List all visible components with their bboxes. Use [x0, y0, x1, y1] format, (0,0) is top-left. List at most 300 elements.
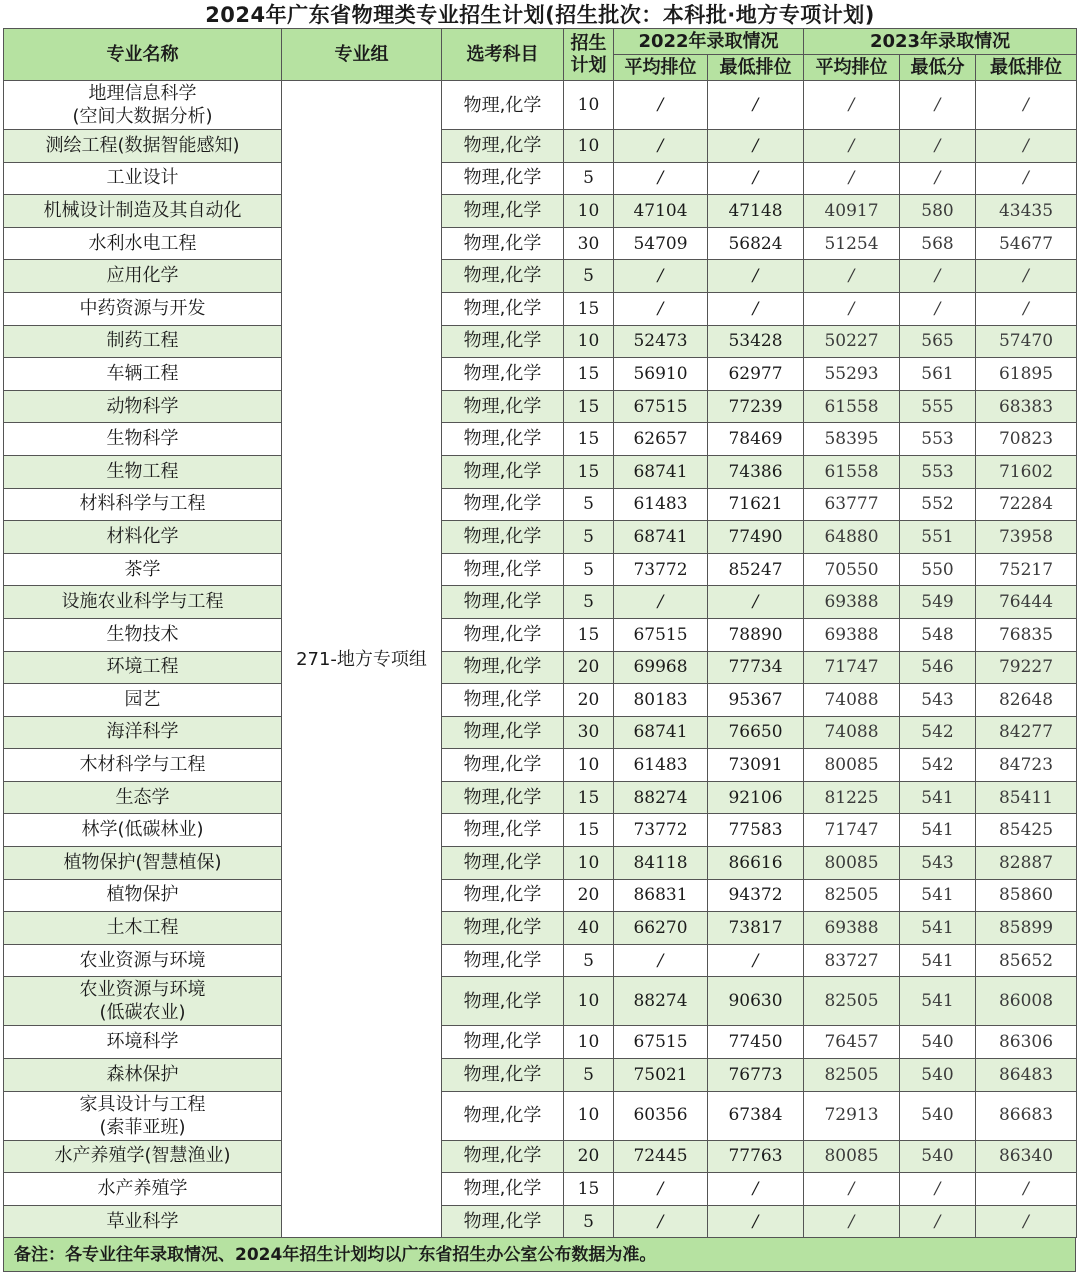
- min-score-2023-cell: 543: [900, 684, 976, 717]
- min-rank-2023-cell: 57470: [976, 325, 1077, 358]
- plan-cell: 20: [564, 879, 614, 912]
- table-row: [4, 358, 1077, 391]
- plan-cell: 10: [564, 81, 614, 130]
- major-name: 土木工程: [106, 917, 179, 939]
- avg-rank-2023-cell: 82505: [804, 879, 900, 912]
- avg-rank-2022-cell: 66270: [614, 912, 708, 945]
- avg-rank-2023-cell: 61558: [804, 455, 900, 488]
- major-name: 测绘工程(数据智能感知): [45, 134, 240, 156]
- major-name: 农业资源与环境: [79, 949, 206, 971]
- major-name: 生物技术: [106, 623, 179, 645]
- subjects-cell: 物理,化学: [442, 1140, 564, 1173]
- avg-rank-2022-cell: 67515: [614, 618, 708, 651]
- major-name-cell: [4, 1026, 282, 1059]
- major-name-cell: [4, 944, 282, 977]
- table-row: [4, 618, 1077, 651]
- major-name-cell: [4, 195, 282, 228]
- min-score-2023-cell: 580: [900, 195, 976, 228]
- page-title: 2024年广东省物理类专业招生计划(招生批次：本科批·地方专项计划): [205, 3, 875, 27]
- avg-rank-2022-cell: 60356: [614, 1091, 708, 1140]
- plan-cell: 5: [564, 944, 614, 977]
- major-name-cell: [4, 1205, 282, 1238]
- min-rank-2023-cell: /: [976, 260, 1077, 293]
- major-name: 茶学: [124, 558, 161, 580]
- subjects-cell: 物理,化学: [442, 227, 564, 260]
- subjects-cell: 物理,化学: [442, 781, 564, 814]
- table-row: [4, 1026, 1077, 1059]
- avg-rank-2023-cell: 69388: [804, 912, 900, 945]
- min-rank-2022-cell: 78890: [708, 618, 804, 651]
- min-rank-2022-cell: 94372: [708, 879, 804, 912]
- avg-rank-2022-cell: 73772: [614, 814, 708, 847]
- avg-rank-2023-cell: 63777: [804, 488, 900, 521]
- min-rank-2023-cell: /: [976, 130, 1077, 163]
- min-score-2023-cell: 555: [900, 390, 976, 423]
- major-name: 机械设计制造及其自动化: [43, 199, 242, 221]
- min-score-2023-cell: 541: [900, 781, 976, 814]
- avg-rank-2022-cell: 80183: [614, 684, 708, 717]
- table-row: [4, 847, 1077, 880]
- min-rank-2022-cell: 78469: [708, 423, 804, 456]
- major-name: 车辆工程: [106, 362, 179, 384]
- avg-rank-2023-cell: 72913: [804, 1091, 900, 1140]
- avg-rank-2023-cell: 51254: [804, 227, 900, 260]
- major-name-cell: [4, 977, 282, 1026]
- plan-cell: 10: [564, 130, 614, 163]
- min-rank-2022-cell: /: [708, 260, 804, 293]
- subjects-cell: 物理,化学: [442, 162, 564, 195]
- avg-rank-2022-cell: 69968: [614, 651, 708, 684]
- major-name-note: (索菲亚班): [99, 1116, 186, 1138]
- min-rank-2023-cell: 68383: [976, 390, 1077, 423]
- avg-rank-2022-cell: /: [614, 81, 708, 130]
- min-rank-2023-cell: 85425: [976, 814, 1077, 847]
- header-2023-min-score: 最低分: [900, 55, 976, 81]
- plan-cell: 15: [564, 455, 614, 488]
- major-name: 环境工程: [106, 656, 179, 678]
- avg-rank-2022-cell: 67515: [614, 390, 708, 423]
- major-name-cell: [4, 553, 282, 586]
- min-score-2023-cell: 553: [900, 455, 976, 488]
- avg-rank-2022-cell: 52473: [614, 325, 708, 358]
- avg-rank-2023-cell: 82505: [804, 1059, 900, 1092]
- major-name: 木材科学与工程: [79, 754, 206, 776]
- plan-cell: 5: [564, 521, 614, 554]
- subjects-cell: 物理,化学: [442, 1059, 564, 1092]
- major-name-cell: [4, 488, 282, 521]
- min-rank-2022-cell: 77490: [708, 521, 804, 554]
- major-name-cell: [4, 847, 282, 880]
- min-score-2023-cell: 568: [900, 227, 976, 260]
- min-rank-2023-cell: 85411: [976, 781, 1077, 814]
- table-row: [4, 586, 1077, 619]
- min-rank-2023-cell: /: [976, 1173, 1077, 1206]
- avg-rank-2022-cell: /: [614, 162, 708, 195]
- min-rank-2023-cell: /: [976, 162, 1077, 195]
- major-name: 材料科学与工程: [79, 493, 206, 515]
- major-name: 生态学: [115, 786, 170, 808]
- major-name: 植物保护: [106, 884, 179, 906]
- min-rank-2023-cell: 79227: [976, 651, 1077, 684]
- table-row: [4, 455, 1077, 488]
- major-name: 植物保护(智慧植保): [63, 851, 222, 873]
- min-rank-2023-cell: 76835: [976, 618, 1077, 651]
- major-name: 设施农业科学与工程: [61, 591, 224, 613]
- min-rank-2022-cell: 73817: [708, 912, 804, 945]
- min-score-2023-cell: 541: [900, 879, 976, 912]
- avg-rank-2022-cell: 61483: [614, 488, 708, 521]
- min-rank-2022-cell: 95367: [708, 684, 804, 717]
- subjects-cell: 物理,化学: [442, 977, 564, 1026]
- avg-rank-2022-cell: 72445: [614, 1140, 708, 1173]
- min-score-2023-cell: 548: [900, 618, 976, 651]
- min-score-2023-cell: /: [900, 81, 976, 130]
- min-rank-2023-cell: 86008: [976, 977, 1077, 1026]
- subjects-cell: 物理,化学: [442, 814, 564, 847]
- avg-rank-2023-cell: 71747: [804, 814, 900, 847]
- subjects-cell: 物理,化学: [442, 130, 564, 163]
- major-name: 水产养殖学(智慧渔业): [54, 1145, 231, 1167]
- min-rank-2023-cell: 82887: [976, 847, 1077, 880]
- min-rank-2022-cell: 90630: [708, 977, 804, 1026]
- min-score-2023-cell: 540: [900, 1026, 976, 1059]
- min-rank-2022-cell: 67384: [708, 1091, 804, 1140]
- plan-cell: 10: [564, 749, 614, 782]
- major-name: 环境科学: [106, 1031, 179, 1053]
- avg-rank-2023-cell: 71747: [804, 651, 900, 684]
- min-rank-2023-cell: 61895: [976, 358, 1077, 391]
- major-name-cell: [4, 1173, 282, 1206]
- table-row: [4, 944, 1077, 977]
- major-name: 森林保护: [106, 1063, 179, 1085]
- subjects-cell: 物理,化学: [442, 1091, 564, 1140]
- min-rank-2022-cell: 71621: [708, 488, 804, 521]
- plan-cell: 20: [564, 1140, 614, 1173]
- table-row: [4, 488, 1077, 521]
- major-name-cell: [4, 1091, 282, 1140]
- avg-rank-2023-cell: 55293: [804, 358, 900, 391]
- avg-rank-2022-cell: 84118: [614, 847, 708, 880]
- major-name: 材料化学: [106, 525, 179, 547]
- min-rank-2023-cell: 71602: [976, 455, 1077, 488]
- plan-cell: 10: [564, 1026, 614, 1059]
- plan-cell: 15: [564, 814, 614, 847]
- avg-rank-2022-cell: 75021: [614, 1059, 708, 1092]
- avg-rank-2023-cell: /: [804, 162, 900, 195]
- avg-rank-2023-cell: 80085: [804, 749, 900, 782]
- avg-rank-2023-cell: /: [804, 260, 900, 293]
- table-row: [4, 292, 1077, 325]
- min-rank-2023-cell: 85860: [976, 879, 1077, 912]
- plan-cell: 15: [564, 423, 614, 456]
- table-row: [4, 81, 1077, 130]
- avg-rank-2023-cell: 76457: [804, 1026, 900, 1059]
- avg-rank-2023-cell: 80085: [804, 847, 900, 880]
- major-name: 园艺: [124, 688, 161, 710]
- subjects-cell: 物理,化学: [442, 423, 564, 456]
- avg-rank-2022-cell: /: [614, 586, 708, 619]
- major-name: 动物科学: [106, 395, 179, 417]
- min-score-2023-cell: 541: [900, 912, 976, 945]
- subjects-cell: 物理,化学: [442, 651, 564, 684]
- min-score-2023-cell: /: [900, 1205, 976, 1238]
- avg-rank-2023-cell: 82505: [804, 977, 900, 1026]
- major-name: 草业科学: [106, 1210, 179, 1232]
- major-name-cell: [4, 325, 282, 358]
- table-row: [4, 781, 1077, 814]
- min-score-2023-cell: /: [900, 292, 976, 325]
- min-rank-2022-cell: 56824: [708, 227, 804, 260]
- major-name: 应用化学: [106, 265, 179, 287]
- min-rank-2022-cell: 47148: [708, 195, 804, 228]
- avg-rank-2022-cell: 68741: [614, 716, 708, 749]
- plan-cell: 20: [564, 684, 614, 717]
- min-rank-2023-cell: 43435: [976, 195, 1077, 228]
- plan-cell: 5: [564, 162, 614, 195]
- min-score-2023-cell: 565: [900, 325, 976, 358]
- plan-cell: 10: [564, 847, 614, 880]
- avg-rank-2022-cell: 73772: [614, 553, 708, 586]
- avg-rank-2023-cell: 70550: [804, 553, 900, 586]
- major-name-cell: [4, 390, 282, 423]
- min-rank-2023-cell: 86683: [976, 1091, 1077, 1140]
- major-name: 工业设计: [106, 167, 179, 189]
- min-rank-2023-cell: 86306: [976, 1026, 1077, 1059]
- subjects-cell: 物理,化学: [442, 260, 564, 293]
- min-rank-2022-cell: 86616: [708, 847, 804, 880]
- avg-rank-2023-cell: 50227: [804, 325, 900, 358]
- min-score-2023-cell: 543: [900, 847, 976, 880]
- subjects-cell: 物理,化学: [442, 944, 564, 977]
- min-rank-2022-cell: 53428: [708, 325, 804, 358]
- avg-rank-2023-cell: 80085: [804, 1140, 900, 1173]
- subjects-cell: 物理,化学: [442, 716, 564, 749]
- table-row: [4, 1140, 1077, 1173]
- min-score-2023-cell: 561: [900, 358, 976, 391]
- plan-cell: 40: [564, 912, 614, 945]
- avg-rank-2023-cell: /: [804, 1173, 900, 1206]
- major-name-cell: [4, 1140, 282, 1173]
- major-name-cell: [4, 912, 282, 945]
- avg-rank-2023-cell: 69388: [804, 618, 900, 651]
- subjects-cell: 物理,化学: [442, 81, 564, 130]
- avg-rank-2023-cell: 83727: [804, 944, 900, 977]
- avg-rank-2022-cell: 88274: [614, 977, 708, 1026]
- plan-cell: 15: [564, 390, 614, 423]
- avg-rank-2023-cell: /: [804, 292, 900, 325]
- major-name-cell: [4, 749, 282, 782]
- avg-rank-2023-cell: 58395: [804, 423, 900, 456]
- min-rank-2023-cell: 70823: [976, 423, 1077, 456]
- min-rank-2022-cell: 77450: [708, 1026, 804, 1059]
- header-2022-min-rank: 最低排位: [708, 55, 804, 81]
- table-row: [4, 879, 1077, 912]
- table-row: [4, 912, 1077, 945]
- plan-cell: 30: [564, 716, 614, 749]
- subjects-cell: 物理,化学: [442, 749, 564, 782]
- table-row: [4, 1173, 1077, 1206]
- table-row: [4, 195, 1077, 228]
- avg-rank-2022-cell: 86831: [614, 879, 708, 912]
- avg-rank-2022-cell: /: [614, 260, 708, 293]
- avg-rank-2023-cell: 69388: [804, 586, 900, 619]
- table-row: [4, 814, 1077, 847]
- major-name-cell: [4, 260, 282, 293]
- plan-cell: 5: [564, 586, 614, 619]
- header-2022-avg-rank: 平均排位: [614, 55, 708, 81]
- major-name-cell: [4, 227, 282, 260]
- plan-cell: 30: [564, 227, 614, 260]
- min-rank-2022-cell: 77734: [708, 651, 804, 684]
- subjects-cell: 物理,化学: [442, 879, 564, 912]
- subjects-cell: 物理,化学: [442, 1173, 564, 1206]
- min-score-2023-cell: 542: [900, 749, 976, 782]
- min-rank-2023-cell: 82648: [976, 684, 1077, 717]
- min-rank-2023-cell: 86340: [976, 1140, 1077, 1173]
- header-subjects: 选考科目: [442, 29, 564, 81]
- table-row: [4, 651, 1077, 684]
- min-rank-2022-cell: /: [708, 1205, 804, 1238]
- header-plan-line2: 计划: [570, 54, 607, 76]
- min-rank-2022-cell: /: [708, 586, 804, 619]
- major-name-cell: [4, 586, 282, 619]
- major-name: 林学(低碳林业): [81, 819, 204, 841]
- min-score-2023-cell: 541: [900, 944, 976, 977]
- major-group-cell: 271-地方专项组: [282, 81, 442, 1238]
- avg-rank-2022-cell: 47104: [614, 195, 708, 228]
- major-name: 生物工程: [106, 460, 179, 482]
- header-plan-line1: 招生: [570, 32, 607, 54]
- min-rank-2022-cell: /: [708, 81, 804, 130]
- avg-rank-2022-cell: 56910: [614, 358, 708, 391]
- plan-cell: 15: [564, 618, 614, 651]
- min-score-2023-cell: /: [900, 260, 976, 293]
- header-major-name: 专业名称: [4, 29, 282, 81]
- table-row: [4, 130, 1077, 163]
- subjects-cell: 物理,化学: [442, 390, 564, 423]
- min-rank-2023-cell: /: [976, 292, 1077, 325]
- major-name-cell: [4, 814, 282, 847]
- subjects-cell: 物理,化学: [442, 912, 564, 945]
- table-row: [4, 423, 1077, 456]
- min-score-2023-cell: 549: [900, 586, 976, 619]
- major-name-cell: [4, 651, 282, 684]
- subjects-cell: 物理,化学: [442, 553, 564, 586]
- major-name-cell: [4, 618, 282, 651]
- min-score-2023-cell: 541: [900, 814, 976, 847]
- min-rank-2022-cell: 74386: [708, 455, 804, 488]
- subjects-cell: 物理,化学: [442, 292, 564, 325]
- table-row: [4, 390, 1077, 423]
- major-name: 中药资源与开发: [79, 297, 206, 319]
- subjects-cell: 物理,化学: [442, 521, 564, 554]
- avg-rank-2022-cell: 61483: [614, 749, 708, 782]
- header-2023-avg-rank: 平均排位: [804, 55, 900, 81]
- major-name-cell: [4, 358, 282, 391]
- table-header: [4, 29, 1077, 81]
- table-row: [4, 227, 1077, 260]
- major-name: 制药工程: [106, 330, 179, 352]
- min-rank-2022-cell: 77239: [708, 390, 804, 423]
- header-major-group: 专业组: [282, 29, 442, 81]
- plan-cell: 10: [564, 195, 614, 228]
- min-rank-2023-cell: 75217: [976, 553, 1077, 586]
- header-plan: [564, 29, 614, 81]
- major-name: 农业资源与环境: [79, 979, 206, 1001]
- header-2022-admission: 2022年录取情况: [614, 29, 804, 55]
- table-row: [4, 977, 1077, 1026]
- table-row: [4, 162, 1077, 195]
- min-rank-2023-cell: 76444: [976, 586, 1077, 619]
- min-score-2023-cell: 540: [900, 1140, 976, 1173]
- min-rank-2023-cell: 85652: [976, 944, 1077, 977]
- subjects-cell: 物理,化学: [442, 847, 564, 880]
- min-rank-2022-cell: 77763: [708, 1140, 804, 1173]
- avg-rank-2023-cell: /: [804, 130, 900, 163]
- subjects-cell: 物理,化学: [442, 488, 564, 521]
- min-rank-2023-cell: 85899: [976, 912, 1077, 945]
- avg-rank-2022-cell: 88274: [614, 781, 708, 814]
- major-name-cell: [4, 455, 282, 488]
- min-rank-2023-cell: 84723: [976, 749, 1077, 782]
- table-row: [4, 749, 1077, 782]
- plan-cell: 5: [564, 1059, 614, 1092]
- subjects-cell: 物理,化学: [442, 358, 564, 391]
- avg-rank-2023-cell: 40917: [804, 195, 900, 228]
- avg-rank-2023-cell: /: [804, 1205, 900, 1238]
- min-rank-2022-cell: /: [708, 292, 804, 325]
- min-score-2023-cell: 540: [900, 1091, 976, 1140]
- table-row: [4, 260, 1077, 293]
- major-name-cell: [4, 781, 282, 814]
- min-rank-2023-cell: 73958: [976, 521, 1077, 554]
- major-name-cell: [4, 292, 282, 325]
- min-rank-2022-cell: /: [708, 1173, 804, 1206]
- table-body: [4, 81, 1077, 1238]
- subjects-cell: 物理,化学: [442, 586, 564, 619]
- major-name-cell: [4, 130, 282, 163]
- major-name-cell: [4, 81, 282, 130]
- min-rank-2022-cell: 62977: [708, 358, 804, 391]
- min-score-2023-cell: 551: [900, 521, 976, 554]
- avg-rank-2022-cell: /: [614, 1173, 708, 1206]
- table-row: [4, 716, 1077, 749]
- plan-cell: 5: [564, 1205, 614, 1238]
- table-row: [4, 1205, 1077, 1238]
- subjects-cell: 物理,化学: [442, 325, 564, 358]
- min-rank-2022-cell: /: [708, 944, 804, 977]
- min-rank-2022-cell: 85247: [708, 553, 804, 586]
- min-rank-2022-cell: /: [708, 130, 804, 163]
- min-score-2023-cell: 540: [900, 1059, 976, 1092]
- subjects-cell: 物理,化学: [442, 1205, 564, 1238]
- plan-cell: 15: [564, 781, 614, 814]
- avg-rank-2023-cell: 74088: [804, 716, 900, 749]
- min-score-2023-cell: 546: [900, 651, 976, 684]
- major-name: 水利水电工程: [88, 232, 197, 254]
- plan-cell: 5: [564, 488, 614, 521]
- min-rank-2022-cell: 73091: [708, 749, 804, 782]
- major-name: 生物科学: [106, 428, 179, 450]
- plan-cell: 10: [564, 977, 614, 1026]
- plan-cell: 15: [564, 358, 614, 391]
- subjects-cell: 物理,化学: [442, 455, 564, 488]
- table-row: [4, 521, 1077, 554]
- subjects-cell: 物理,化学: [442, 684, 564, 717]
- avg-rank-2022-cell: 68741: [614, 521, 708, 554]
- table-row: [4, 1091, 1077, 1140]
- major-name-cell: [4, 521, 282, 554]
